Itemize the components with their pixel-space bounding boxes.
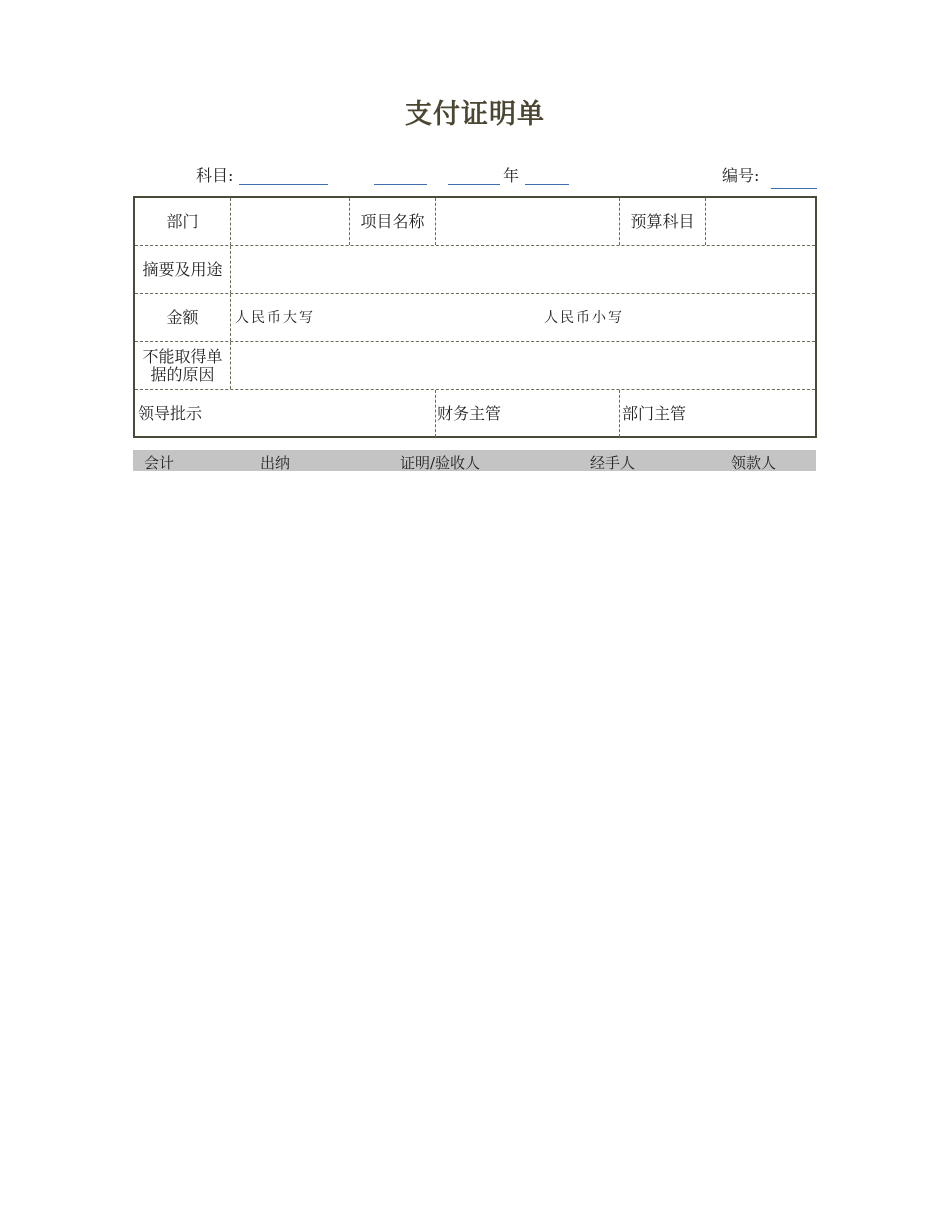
project-name-field[interactable] — [435, 198, 619, 245]
payment-form — [133, 196, 817, 438]
form-row-reason — [135, 341, 815, 389]
budget-subject-label: 预算科目 — [619, 198, 705, 245]
page-title: 支付证明单 — [405, 99, 545, 130]
department-label: 部门 — [166, 211, 199, 231]
subject-label: 科目: — [196, 166, 234, 185]
project-name-label: 项目名称 — [349, 198, 435, 245]
accountant-label: 会计 — [144, 454, 175, 472]
reason-field[interactable] — [230, 342, 815, 389]
budget-subject-field[interactable] — [705, 198, 815, 245]
rmb-uppercase-label: 人民币大写 — [230, 294, 540, 341]
rmb-lowercase-label: 人民币小写 — [544, 309, 624, 326]
department-head-label: 部门主管 — [619, 390, 815, 437]
receiver-label: 领款人 — [731, 454, 777, 472]
department-field[interactable] — [230, 198, 349, 245]
signature-bar — [133, 450, 816, 471]
month-field[interactable] — [374, 184, 427, 185]
amount-label: 金额 — [166, 307, 199, 327]
reason-label: 不能取得单据的原因 — [142, 346, 223, 384]
finance-supervisor-label: 财务主管 — [435, 390, 619, 437]
summary-label: 摘要及用途 — [142, 259, 223, 279]
subject-field[interactable] — [239, 184, 328, 185]
number-label: 编号: — [722, 166, 760, 185]
form-row-summary — [135, 245, 815, 293]
year-field[interactable] — [448, 184, 500, 185]
witness-label: 证明/验收人 — [400, 454, 481, 472]
number-field[interactable] — [771, 188, 817, 189]
summary-field[interactable] — [230, 246, 815, 293]
year-label: 年 — [503, 166, 520, 185]
form-row-approval — [135, 389, 815, 437]
form-row-department — [135, 198, 815, 245]
day-field[interactable] — [525, 184, 569, 185]
cashier-label: 出纳 — [260, 454, 291, 472]
leader-approval-label: 领导批示 — [138, 403, 203, 423]
form-row-amount — [135, 293, 815, 341]
handler-label: 经手人 — [590, 454, 636, 472]
